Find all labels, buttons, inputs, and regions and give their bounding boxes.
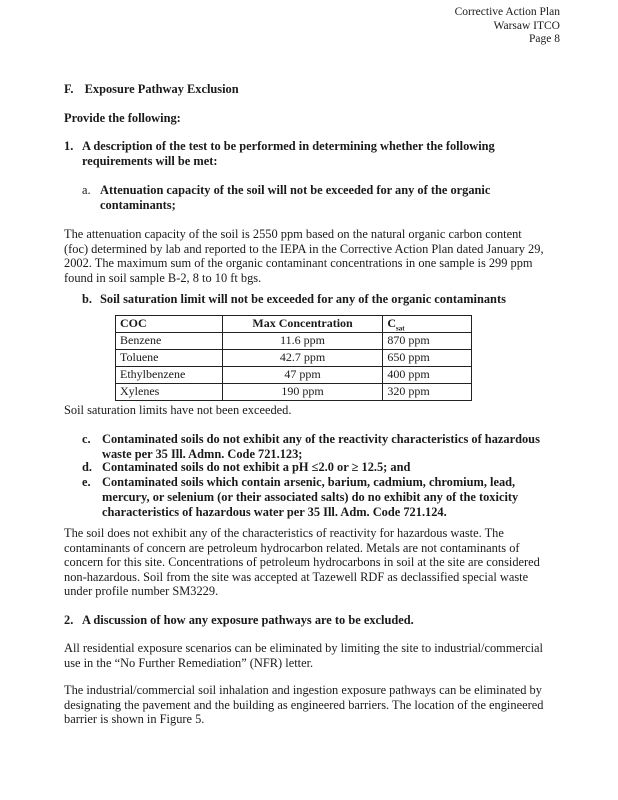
item-c-line1: Contaminated soils do not exhibit any of the reactivity characteristics of hazardous: [102, 432, 540, 446]
cell-csat: 400 ppm: [383, 367, 472, 384]
csat-subscript: sat: [396, 324, 405, 333]
paragraph-attenuation: [64, 227, 554, 285]
section-heading: [64, 82, 239, 97]
paragraph-reactivity: [64, 526, 564, 599]
paragraph-line: found in soil sample B-2, 8 to 10 ft bgs.: [64, 270, 262, 285]
item-a-line1: Attenuation capacity of the soil will not be exceeded for any of the organic: [100, 183, 491, 197]
cell-coc: Toluene: [116, 350, 223, 367]
item-label: a.: [82, 183, 91, 197]
item-e-line2: mercury, or selenium (or their associated salts) do no exhibit any of the toxicity: [102, 490, 519, 504]
item-1-line1: A description of the test to be performed in determining whether the following: [82, 139, 495, 153]
cell-max: 190 ppm: [222, 384, 383, 401]
paragraph-line: use in the “No Further Remediation” (NFR) letter.: [64, 655, 314, 670]
item-d-text: Contaminated soils do not exhibit a pH ≤2.0 or ≥ 12.5; and: [102, 460, 411, 474]
coc-table: [115, 315, 472, 401]
list-item-a: [82, 183, 562, 213]
cell-max: 47 ppm: [222, 367, 383, 384]
section-title: Exposure Pathway Exclusion: [84, 82, 239, 96]
paragraph-line: (foc) determined by lab and reported to the IEPA in the Corrective Action Plan dated January 29,: [64, 241, 544, 256]
list-item-d: [82, 460, 572, 476]
item-label: c.: [82, 432, 91, 446]
paragraph-line: The attenuation capacity of the soil is 2550 ppm based on the natural organic carbon content: [64, 227, 522, 241]
header-page-number: Page 8: [529, 33, 560, 45]
section-letter: F.: [64, 82, 74, 96]
item-c-line2: waste per 35 Ill. Admn. Code 721.123;: [102, 447, 303, 461]
table-row: [116, 333, 472, 350]
list-item-c: [82, 432, 572, 462]
cell-coc: Ethylbenzene: [116, 367, 223, 384]
cell-coc: Benzene: [116, 333, 223, 350]
paragraph-saturation: Soil saturation limits have not been exceeded.: [64, 403, 292, 417]
paragraph-line: designating the pavement and the building as engineered barriers. The location of the engineered: [64, 697, 544, 712]
table-header-row: [116, 316, 472, 333]
header-max-concentration: Max Concentration: [222, 316, 383, 333]
paragraph-residential: [64, 641, 564, 670]
paragraph-line: All residential exposure scenarios can be eliminated by limiting the site to industrial/commercial: [64, 641, 543, 655]
item-label: d.: [82, 460, 92, 474]
paragraph-line: under profile number SM3229.: [64, 584, 219, 599]
paragraph-line: The industrial/commercial soil inhalation and ingestion exposure pathways can be eliminated by: [64, 683, 542, 697]
list-item-e: [82, 475, 572, 521]
paragraph-line: non-hazardous. Soil from the site was accepted at Tazewell RDF as declassified special waste: [64, 569, 529, 584]
cell-csat: 650 ppm: [383, 350, 472, 367]
item-number: 2.: [64, 613, 74, 627]
header-csat: [383, 316, 472, 333]
table-row: [116, 367, 472, 384]
item-label: b.: [82, 292, 92, 306]
paragraph-line: barrier is shown in Figure 5.: [64, 712, 205, 727]
list-item-b: [82, 292, 562, 308]
cell-max: 11.6 ppm: [222, 333, 383, 350]
header-doc-title: Corrective Action Plan: [454, 6, 560, 18]
table-row: [116, 350, 472, 367]
table-row: [116, 384, 472, 401]
item-e-line1: Contaminated soils which contain arsenic, barium, cadmium, chromium, lead,: [102, 475, 516, 489]
item-b-text: Soil saturation limit will not be exceeded for any of the organic contaminants: [100, 292, 506, 306]
paragraph-engineered-barriers: [64, 683, 564, 727]
paragraph-line: The soil does not exhibit any of the characteristics of reactivity for hazardous waste. The: [64, 526, 504, 540]
cell-coc: Xylenes: [116, 384, 223, 401]
cell-csat: 870 ppm: [383, 333, 472, 350]
item-a-line2: contaminants;: [100, 198, 176, 212]
item-2-text: A discussion of how any exposure pathways are to be excluded.: [82, 613, 414, 627]
paragraph-line: concern for this site. Concentrations of petroleum hydrocarbons in soil at the site are considered: [64, 555, 540, 570]
cell-csat: 320 ppm: [383, 384, 472, 401]
page-header: [455, 6, 560, 47]
item-1-line2: requirements will be met:: [82, 154, 218, 168]
paragraph-line: 2002. The maximum sum of the organic contaminant concentrations in one sample is 299 ppm: [64, 256, 533, 271]
numbered-item-1: [64, 139, 564, 169]
cell-max: 42.7 ppm: [222, 350, 383, 367]
csat-main: C: [387, 316, 396, 331]
header-coc: COC: [116, 316, 223, 333]
header-site-name: Warsaw ITCO: [493, 19, 560, 32]
item-label: e.: [82, 475, 91, 489]
numbered-item-2: [64, 613, 564, 629]
provide-label: Provide the following:: [64, 111, 181, 125]
item-e-line3: characteristics of hazardous water per 35 Ill. Adm. Code 721.124.: [102, 505, 447, 519]
paragraph-line: contaminants of concern are petroleum hydrocarbon related. Metals are not contaminants of: [64, 540, 520, 555]
item-number: 1.: [64, 139, 74, 153]
